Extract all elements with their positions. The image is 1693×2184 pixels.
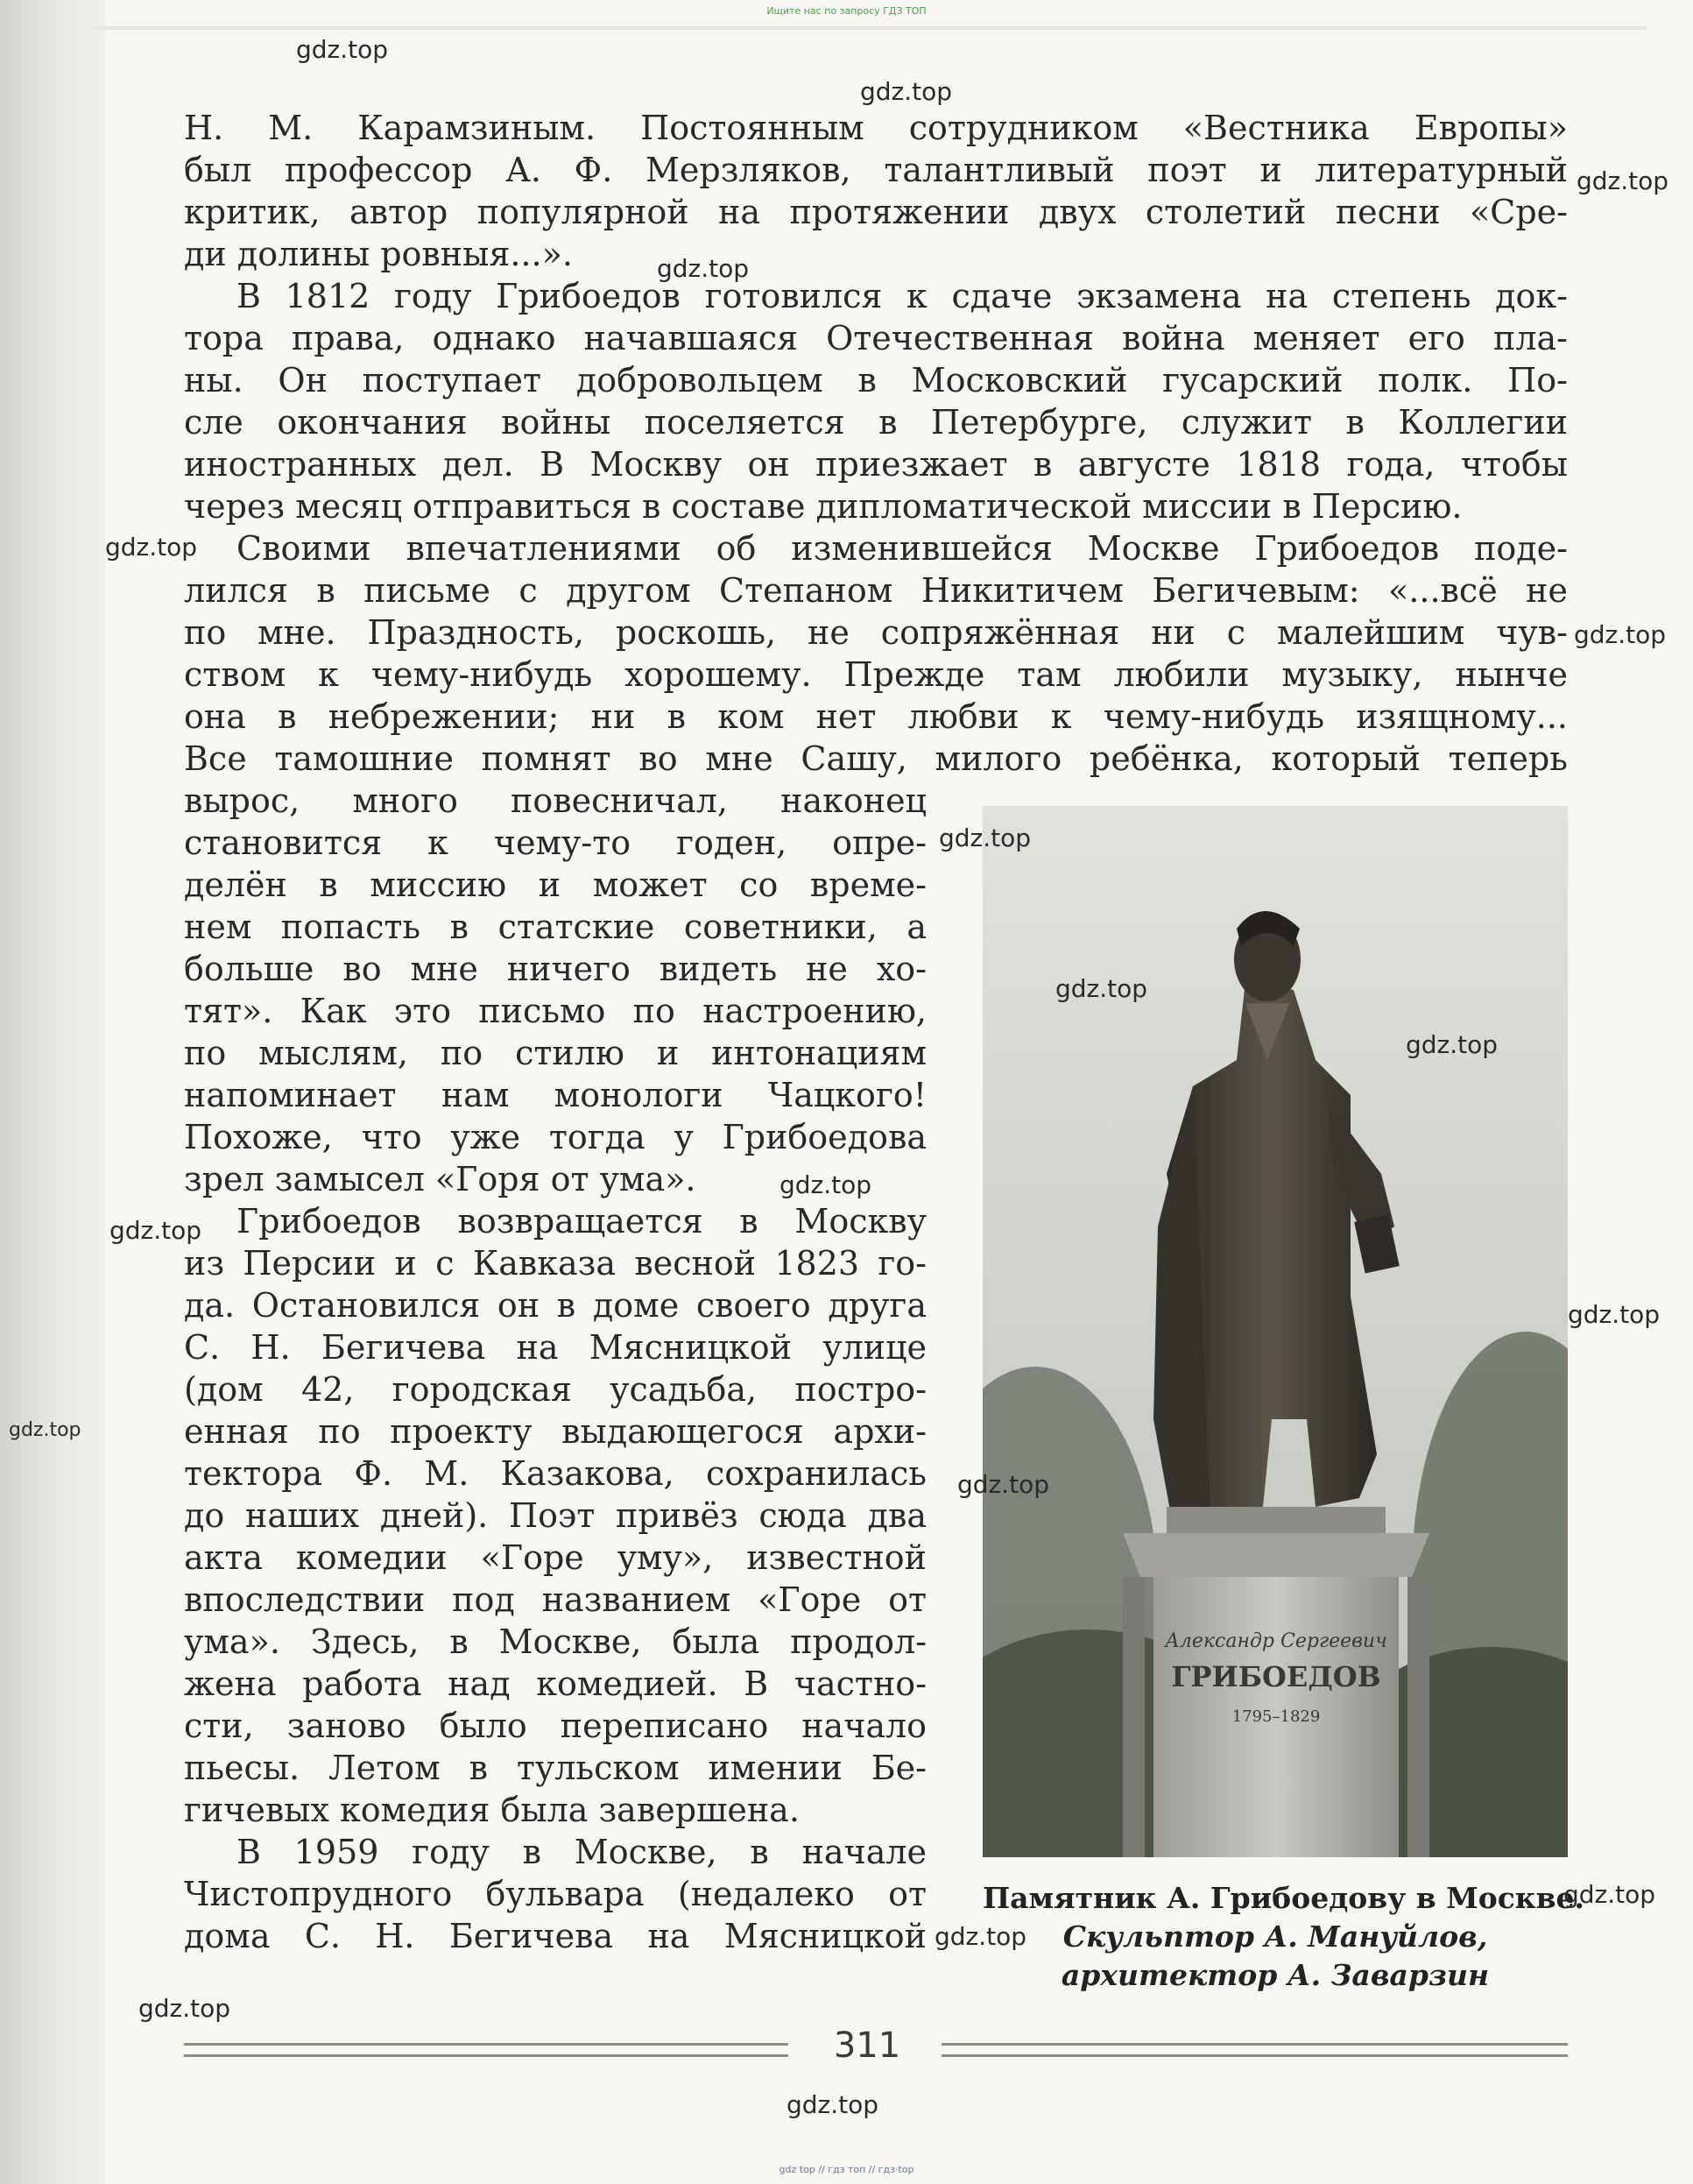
text-line: тектора Ф. М. Казакова, сохранилась <box>184 1454 927 1493</box>
text-line: (дом 42, городская усадьба, постро- <box>184 1370 927 1409</box>
text-line: вырос, много повесничал, наконец <box>184 781 927 820</box>
watermark: gdz.top <box>657 254 750 283</box>
pedestal-inscription-years: 1795–1829 <box>1231 1707 1321 1726</box>
text-line: акта комедии «Горе уму», известной <box>184 1538 927 1577</box>
watermark: gdz.top <box>939 823 1032 852</box>
text-line: сле окончания войны поселяется в Петербурге, служит в Коллегии <box>184 403 1568 442</box>
text-line: больше во мне ничего видеть не хо- <box>184 950 927 988</box>
footer-rule-left <box>184 2043 788 2057</box>
text-line: ума». Здесь, в Москве, была продол- <box>184 1622 927 1661</box>
text-line: впоследствии под названием «Горе от <box>184 1580 927 1619</box>
watermark: gdz.top <box>105 533 198 562</box>
text-line: С. Н. Бегичева на Мясницкой улице <box>184 1328 927 1367</box>
page-binding-shadow <box>0 0 105 2184</box>
text-line: В 1959 году в Москве, в начале <box>236 1833 927 1871</box>
text-line: становится к чему-то годен, опре- <box>184 823 927 862</box>
text-line: ди долины ровныя...». <box>184 235 573 273</box>
caption-sculptor: Скульптор А. Мануйлов, <box>1062 1919 1488 1954</box>
text-line: лился в письме с другом Степаном Никитичем Бегичевым: «...всё не <box>184 571 1568 610</box>
watermark: gdz.top <box>1568 1300 1661 1329</box>
text-line: Все тамошние помнят во мне Сашу, милого ребёнка, который теперь <box>184 739 1568 778</box>
text-line: Грибоедов возвращается в Москву <box>236 1202 927 1240</box>
watermark: gdz.top <box>1563 1880 1656 1909</box>
text-line: Похоже, что уже тогда у Грибоедова <box>184 1118 927 1156</box>
footer-note: gdz top // гдз топ // гдз·top <box>779 2164 914 2175</box>
watermark: gdz.top <box>9 1419 81 1441</box>
watermark: gdz.top <box>1574 620 1667 649</box>
text-line: критик, автор популярной на протяжении двух столетий песни «Сре- <box>184 193 1568 231</box>
watermark: gdz.top <box>109 1216 202 1245</box>
text-line: Чистопрудного бульвара (недалеко от <box>184 1875 927 1913</box>
text-line: иностранных дел. В Москву он приезжает в августе 1818 года, чтобы <box>184 445 1568 484</box>
page-number: 311 <box>833 2025 901 2066</box>
watermark: gdz.top <box>779 1170 872 1199</box>
header-note: Ищите нас по запросу ГДЗ ТОП <box>766 5 927 17</box>
text-line: жена работа над комедией. В частно- <box>184 1665 927 1703</box>
watermark: gdz.top <box>935 1922 1027 1951</box>
text-line: зрел замысел «Горя от ума». <box>184 1160 696 1198</box>
watermark: gdz.top <box>138 1994 231 2023</box>
footer-rule-right <box>942 2043 1568 2057</box>
watermark: gdz.top <box>957 1470 1050 1499</box>
text-line: напоминает нам монологи Чацкого! <box>184 1076 927 1114</box>
text-line: был профессор А. Ф. Мерзляков, талантливый поэт и литературный <box>184 151 1568 189</box>
text-line: тора права, однако начавшаяся Отечественная война меняет его пла- <box>184 319 1568 357</box>
text-line: по мне. Праздность, роскошь, не сопряжённая ни с малейшим чув- <box>184 613 1568 652</box>
text-line: В 1812 году Грибоедов готовился к сдаче экзамена на степень док- <box>236 277 1568 315</box>
watermark: gdz.top <box>1406 1030 1499 1059</box>
caption-architect: архитектор А. Заварзин <box>1061 1958 1490 1992</box>
pedestal-inscription-surname: ГРИБОЕДОВ <box>1171 1660 1381 1693</box>
text-line: пьесы. Летом в тульском имении Бе- <box>184 1749 927 1787</box>
text-line: по мыслям, по стилю и интонациям <box>184 1034 927 1072</box>
text-line: тят». Как это письмо по настроению, <box>184 992 927 1030</box>
text-line: из Персии и с Кавказа весной 1823 го- <box>184 1244 927 1283</box>
text-line: Н. М. Карамзиным. Постоянным сотрудником «Вестника Европы» <box>184 109 1568 147</box>
text-line: ством к чему-нибудь хорошему. Прежде там любили музыку, нынче <box>184 655 1568 694</box>
text-line: дома С. Н. Бегичева на Мясницкой <box>184 1917 927 1955</box>
watermark: gdz.top <box>1577 166 1669 195</box>
text-line: ны. Он поступает добровольцем в Московский гусарский полк. По- <box>184 361 1568 399</box>
text-line: нем попасть в статские советники, а <box>184 908 927 946</box>
watermark: gdz.top <box>296 35 389 64</box>
caption-title: Памятник А. Грибоедову в Москве. <box>983 1881 1585 1915</box>
watermark: gdz.top <box>860 77 953 106</box>
text-line: Своими впечатлениями об изменившейся Москве Грибоедов поде- <box>236 529 1568 568</box>
text-line: сти, заново было переписано начало <box>184 1707 927 1745</box>
text-line: енная по проекту выдающегося архи- <box>184 1412 927 1451</box>
text-line: гичевых комедия была завершена. <box>184 1791 800 1829</box>
monument-photo <box>983 806 1568 1857</box>
text-line: через месяц отправиться в составе дипломатической миссии в Персию. <box>184 487 1463 526</box>
watermark: gdz.top <box>787 2090 879 2119</box>
text-line: да. Остановился он в доме своего друга <box>184 1286 927 1325</box>
griboedov-monument-illustration <box>983 806 1568 1857</box>
watermark: gdz.top <box>1055 974 1148 1003</box>
text-line: она в небрежении; ни в ком нет любви к чему-нибудь изящному... <box>184 697 1568 736</box>
pedestal-inscription-name: Александр Сергеевич <box>1165 1630 1387 1652</box>
text-line: до наших дней). Поэт привёз сюда два <box>184 1496 927 1535</box>
top-edge <box>88 26 1647 30</box>
text-line: делён в миссию и может со време- <box>184 866 927 904</box>
